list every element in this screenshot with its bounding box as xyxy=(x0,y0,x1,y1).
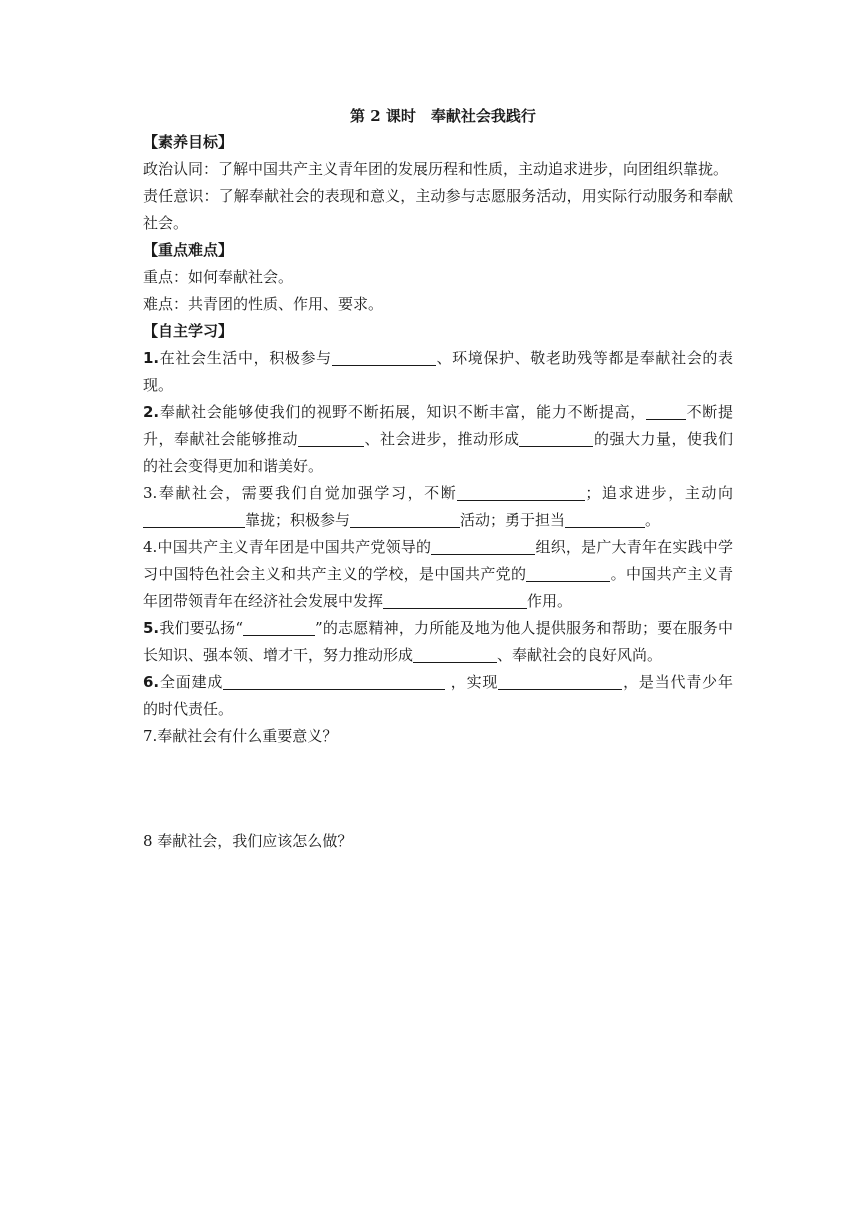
question-number: 4. xyxy=(143,538,158,556)
question-3 xyxy=(143,480,733,534)
question-5 xyxy=(143,615,733,669)
answer-blank[interactable] xyxy=(243,617,315,636)
answer-blank[interactable] xyxy=(350,509,460,528)
question-4 xyxy=(143,534,733,615)
question-text: 靠拢；积极参与 xyxy=(245,511,351,529)
question-number: 3. xyxy=(143,484,158,502)
goals-heading: 【素养目标】 xyxy=(143,133,234,151)
question-text: 作用。 xyxy=(527,592,573,610)
answer-blank[interactable] xyxy=(519,428,593,447)
question-text: 、环境保护、敬老助残等都是奉献社会的表现。 xyxy=(143,349,733,394)
question-text: ，实现 xyxy=(445,673,499,691)
answer-blank[interactable] xyxy=(498,671,622,690)
question-text: 我们要弘扬“ xyxy=(159,619,243,637)
question-number: 1. xyxy=(143,349,160,367)
question-8: 8 奉献社会，我们应该怎么做？ xyxy=(143,832,353,850)
answer-blank[interactable] xyxy=(223,671,445,690)
answer-blank[interactable] xyxy=(413,644,497,663)
document-page xyxy=(143,103,733,1055)
answer-blank[interactable] xyxy=(457,482,585,501)
answer-blank[interactable] xyxy=(526,563,610,582)
question-text: ”的志愿精神，力所能及地为他人提供服务和帮助；要在服务中长知识、强本领、增才干，努力推动形成 xyxy=(143,619,734,664)
question-text: 、奉献社会的良好风尚。 xyxy=(497,646,663,664)
question-number: 2. xyxy=(143,403,160,421)
goal-political: 政治认同：了解中国共产主义青年团的发展历程和性质，主动追求进步，向团组织靠拢。 xyxy=(143,160,729,178)
answer-blank[interactable] xyxy=(646,401,686,420)
question-text: 的强大力量，使我们的社会变得更加和谐美好。 xyxy=(143,430,733,475)
answer-blank[interactable] xyxy=(298,428,364,447)
study-heading: 【自主学习】 xyxy=(143,322,234,340)
key-point: 重点：如何奉献社会。 xyxy=(143,268,294,286)
answer-space-8[interactable] xyxy=(143,855,733,1055)
question-6 xyxy=(143,669,733,723)
question-text: 奉献社会，需要我们自觉加强学习，不断 xyxy=(157,484,458,502)
question-text: ；追求进步，主动向 xyxy=(585,484,733,502)
question-text: 、社会进步，推动形成 xyxy=(364,430,520,448)
question-text: 不断提升，奉献社会能够推动 xyxy=(143,403,733,448)
answer-blank[interactable] xyxy=(565,509,645,528)
answer-blank[interactable] xyxy=(431,536,535,555)
goal-responsibility: 责任意识：了解奉献社会的表现和意义，主动参与志愿服务活动，用实际行动服务和奉献社会。 xyxy=(143,187,733,232)
question-text: 组织，是广大青年在实践中学习中国特色社会主义和共产主义的学校，是中国共产党的 xyxy=(143,538,733,583)
key-heading: 【重点难点】 xyxy=(143,241,234,259)
question-text: 。中国共产主义青年团带领青年在经济社会发展中发挥 xyxy=(143,565,733,610)
question-text: 。 xyxy=(645,511,661,529)
question-number: 6. xyxy=(143,673,160,691)
question-7: 7.奉献社会有什么重要意义？ xyxy=(143,727,338,745)
question-number: 5. xyxy=(143,619,160,637)
answer-space-7[interactable] xyxy=(143,750,733,828)
answer-blank[interactable] xyxy=(332,347,436,366)
difficult-point: 难点：共青团的性质、作用、要求。 xyxy=(143,295,384,313)
question-2 xyxy=(143,399,733,480)
question-text: 在社会生活中，积极参与 xyxy=(159,349,332,367)
answer-blank[interactable] xyxy=(143,509,245,528)
question-text: ，是当代青少年的时代责任。 xyxy=(143,673,733,718)
question-text: 奉献社会能够使我们的视野不断拓展，知识不断丰富，能力不断提高， xyxy=(159,403,646,421)
question-text: 活动；勇于担当 xyxy=(460,511,566,529)
answer-blank[interactable] xyxy=(383,590,527,609)
question-text: 中国共产主义青年团是中国共产党领导的 xyxy=(157,538,432,556)
page-title: 第 2 课时 奉献社会我践行 xyxy=(350,107,536,125)
question-1 xyxy=(143,345,733,399)
question-text: 全面建成 xyxy=(159,673,224,691)
